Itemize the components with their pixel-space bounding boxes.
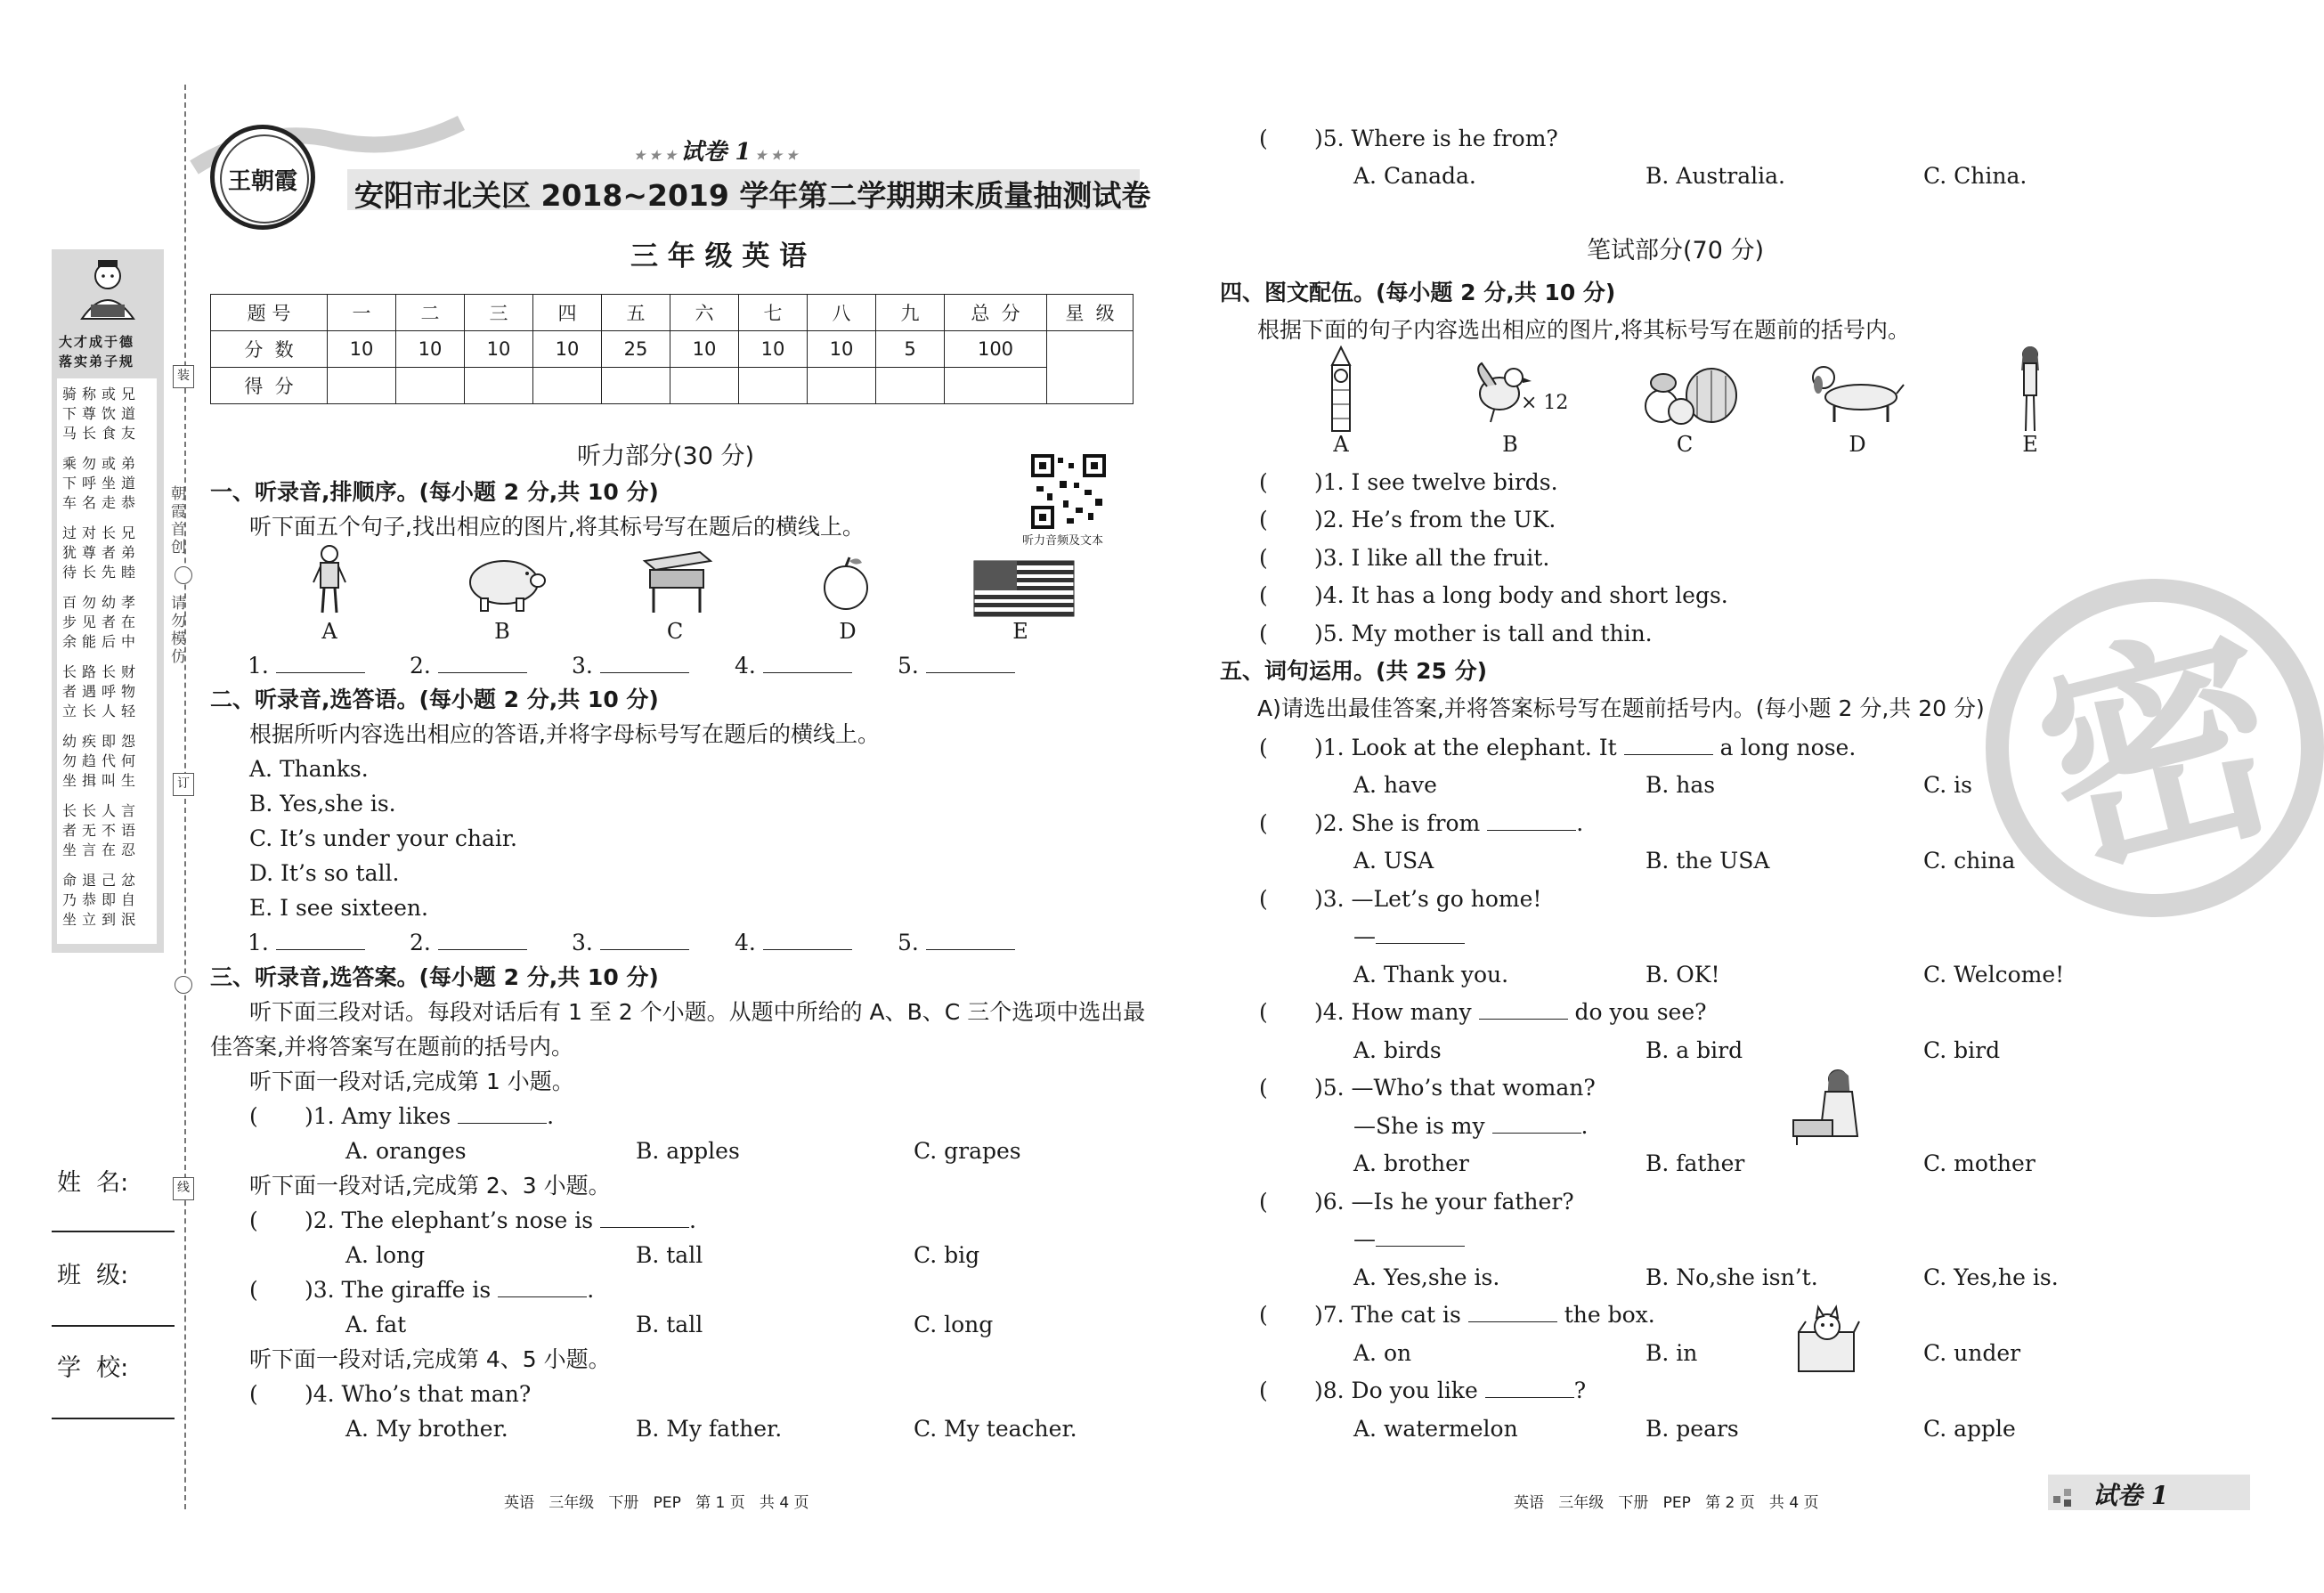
part5-q1-opt-b: B. has bbox=[1645, 772, 1716, 798]
part1-label-c: C bbox=[666, 619, 684, 644]
part5-q8-paren[interactable]: ( bbox=[1259, 1378, 1268, 1403]
part1-instruction: 听下面五个句子,找出相应的图片,将其标号写在题后的横线上。 bbox=[249, 514, 865, 540]
part5-q6-reply: — bbox=[1353, 1225, 1465, 1254]
col-stars: 星 级 bbox=[1047, 295, 1134, 331]
desk-icon bbox=[641, 549, 712, 618]
part4-q4-paren[interactable]: ( bbox=[1259, 582, 1268, 608]
part5-q4-opt-a: A. birds bbox=[1353, 1037, 1442, 1063]
part4-q5-paren[interactable]: ( bbox=[1259, 621, 1268, 646]
motto-text: 长路长财 bbox=[62, 663, 142, 680]
part3-q2-opt-a: A. long bbox=[345, 1242, 426, 1268]
seal-mark-3: 线 bbox=[173, 1177, 194, 1200]
part3-q5-paren[interactable]: ( bbox=[1259, 126, 1268, 151]
part5-q8-stem: )8. Do you like ? bbox=[1314, 1378, 1587, 1403]
watermark-glyph: 密 bbox=[2015, 595, 2305, 912]
motto-text: 百勿幼孝 bbox=[62, 594, 142, 611]
part4-label-a: A bbox=[1333, 432, 1349, 457]
part4-label-b: B bbox=[1502, 432, 1518, 457]
pig-icon bbox=[463, 554, 548, 616]
part3-instruction-2: 佳答案,并将答案写在题前的括号内。 bbox=[210, 1034, 573, 1060]
apple-icon bbox=[817, 554, 874, 614]
part4-q2: )2. He’s from the UK. bbox=[1314, 507, 1556, 532]
motto-text: 者遇呼物 bbox=[62, 683, 142, 700]
part4-q2-paren[interactable]: ( bbox=[1259, 507, 1268, 532]
name-field[interactable] bbox=[52, 1231, 175, 1232]
col-2: 二 bbox=[396, 295, 465, 331]
qr-code[interactable] bbox=[1031, 454, 1106, 532]
motto-text: 乘勿或弟 bbox=[62, 455, 142, 472]
part2-option-c: C. It’s under your chair. bbox=[249, 825, 518, 851]
earned-total[interactable] bbox=[945, 368, 1047, 404]
part5-q3-opt-b: B. OK! bbox=[1645, 962, 1720, 987]
motto-text: 坐立到泯 bbox=[62, 911, 142, 928]
motto-text: 坐揖叫生 bbox=[62, 772, 142, 789]
points-1: 10 bbox=[328, 331, 396, 368]
col-8: 八 bbox=[808, 295, 876, 331]
class-label: 班 级: bbox=[57, 1262, 129, 1289]
motto-text: 命退己忿 bbox=[62, 872, 142, 889]
motto-text: 马长食友 bbox=[62, 425, 142, 442]
points-total: 100 bbox=[945, 331, 1047, 368]
motto-text: 下呼坐道 bbox=[62, 475, 142, 492]
part4-q1: )1. I see twelve birds. bbox=[1314, 469, 1558, 495]
motto-text: 者无不语 bbox=[62, 822, 142, 839]
part5-q6-paren[interactable]: ( bbox=[1259, 1189, 1268, 1215]
part3-q3-opt-c: C. long bbox=[914, 1312, 994, 1337]
col-6: 六 bbox=[670, 295, 739, 331]
part5-q2-opt-b: B. the USA bbox=[1645, 848, 1770, 874]
part5-q5-opt-b: B. father bbox=[1645, 1150, 1745, 1176]
part5-q2-stem: )2. She is from . bbox=[1314, 810, 1584, 836]
part5-q3-paren[interactable]: ( bbox=[1259, 886, 1268, 912]
part5-q4-opt-c: C. bird bbox=[1923, 1037, 2001, 1063]
part2-instruction: 根据所听内容选出相应的答语,并将字母标号写在题后的横线上。 bbox=[249, 721, 880, 747]
part3-q3-paren[interactable]: ( bbox=[249, 1277, 258, 1303]
part1-blank-1[interactable]: 1. bbox=[248, 652, 365, 680]
usa-flag-icon bbox=[974, 561, 1074, 620]
points-7: 10 bbox=[739, 331, 808, 368]
dog-icon bbox=[1808, 354, 1906, 429]
name-label: 姓 名: bbox=[57, 1169, 129, 1197]
earned-6[interactable] bbox=[670, 368, 739, 404]
part3-q4-opt-c: C. My teacher. bbox=[914, 1416, 1077, 1442]
part2-option-d: D. It’s so tall. bbox=[249, 860, 400, 886]
part1-blank-5[interactable]: 5. bbox=[898, 652, 1015, 680]
part5-title: 五、词句运用。(共 25 分) bbox=[1220, 658, 1488, 684]
logo-text: 王朝霞 bbox=[227, 168, 297, 195]
col-9: 九 bbox=[876, 295, 945, 331]
part4-label-d: D bbox=[1849, 432, 1866, 457]
points-2: 10 bbox=[396, 331, 465, 368]
school-field[interactable] bbox=[52, 1418, 175, 1419]
col-total: 总 分 bbox=[945, 295, 1047, 331]
part3-q4-opt-b: B. My father. bbox=[636, 1416, 783, 1442]
seal-mark-2: 订 bbox=[173, 773, 194, 796]
part5-q3-opt-c: C. Welcome! bbox=[1923, 962, 2065, 987]
part3-q1-paren[interactable]: ( bbox=[249, 1103, 258, 1129]
part2-title: 二、听录音,选答语。(每小题 2 分,共 10 分) bbox=[210, 687, 659, 712]
part3-q3-opt-a: A. fat bbox=[345, 1312, 407, 1337]
part5-q1-paren[interactable]: ( bbox=[1259, 735, 1268, 760]
school-label: 学 校: bbox=[57, 1354, 129, 1382]
part5-q3-stem: )3. —Let’s go home! bbox=[1314, 886, 1542, 912]
part2-blank-1[interactable]: 1. bbox=[248, 929, 365, 957]
logo-seal bbox=[210, 125, 315, 230]
footer-left: 英语 三年级 下册 PEP 第 1 页 共 4 页 bbox=[504, 1494, 809, 1512]
part5-q4-opt-b: B. a bird bbox=[1645, 1037, 1743, 1063]
part3-q2-opt-b: B. tall bbox=[636, 1242, 703, 1268]
motto-text: 步见者在 bbox=[62, 614, 142, 630]
seal-mark-1: 装 bbox=[173, 365, 194, 388]
part5-q2-paren[interactable]: ( bbox=[1259, 810, 1268, 836]
part5-q8-opt-b: B. pears bbox=[1645, 1416, 1739, 1442]
footer-tag-squares bbox=[2053, 1482, 2084, 1510]
bird-count: × 12 bbox=[1521, 392, 1569, 414]
part2-option-a: A. Thanks. bbox=[249, 756, 369, 782]
earned-9[interactable] bbox=[876, 368, 945, 404]
part3-q5-stem: )5. Where is he from? bbox=[1314, 126, 1558, 151]
vertical-note-2: 请勿模仿 bbox=[167, 595, 185, 666]
part5-q6-opt-b: B. No,she isn’t. bbox=[1645, 1264, 1818, 1290]
earned-2[interactable] bbox=[396, 368, 465, 404]
part4-label-e: E bbox=[2022, 432, 2038, 457]
part5-q8-opt-c: C. apple bbox=[1923, 1416, 2016, 1442]
boy-icon bbox=[310, 543, 349, 618]
motto-text: 幼疾即怨 bbox=[62, 733, 142, 750]
part3-q4-paren[interactable]: ( bbox=[249, 1381, 258, 1407]
big-ben-icon bbox=[1323, 345, 1359, 436]
part5-q5-reply: —She is my . bbox=[1353, 1113, 1589, 1139]
part2-blank-5[interactable]: 5. bbox=[898, 929, 1015, 957]
part5-q6-opt-a: A. Yes,she is. bbox=[1353, 1264, 1500, 1290]
part5-q7-paren[interactable]: ( bbox=[1259, 1302, 1268, 1328]
col-4: 四 bbox=[533, 295, 602, 331]
part1-blank-2[interactable]: 2. bbox=[410, 652, 527, 680]
part3-q1-opt-c: C. grapes bbox=[914, 1138, 1021, 1164]
points-8: 10 bbox=[808, 331, 876, 368]
motto-text: 长长人言 bbox=[62, 802, 142, 819]
part1-blank-4[interactable]: 4. bbox=[735, 652, 852, 680]
writing-title: 笔试部分(70 分) bbox=[1587, 237, 1765, 264]
part5-q5-stem: )5. —Who’s that woman? bbox=[1314, 1075, 1596, 1101]
part3-q5-opt-b: B. Australia. bbox=[1645, 163, 1785, 189]
part5-q7-opt-c: C. under bbox=[1923, 1340, 2021, 1366]
part3-q1-opt-a: A. oranges bbox=[345, 1138, 467, 1164]
part1-label-b: B bbox=[494, 619, 510, 644]
confidential-watermark bbox=[1986, 579, 2324, 917]
woman-cooking-icon bbox=[1790, 1065, 1870, 1150]
stars-cell[interactable] bbox=[1047, 331, 1134, 404]
part3-q3-stem: )3. The giraffe is . bbox=[305, 1277, 595, 1303]
part3-q2-opt-c: C. big bbox=[914, 1242, 980, 1268]
part3-q2-paren[interactable]: ( bbox=[249, 1207, 258, 1233]
earned-1[interactable] bbox=[328, 368, 396, 404]
points-9: 5 bbox=[876, 331, 945, 368]
earned-8[interactable] bbox=[808, 368, 876, 404]
row-label-number: 题 号 bbox=[211, 295, 328, 331]
row-label-points: 分 数 bbox=[211, 331, 328, 368]
part5-q1-opt-a: A. have bbox=[1353, 772, 1437, 798]
vertical-note-1: 朝霞首创 bbox=[167, 485, 185, 557]
motto-text: 犹尊者弟 bbox=[62, 544, 142, 561]
part3-q1-stem: )1. Amy likes . bbox=[305, 1103, 555, 1129]
part1-title: 一、听录音,排顺序。(每小题 2 分,共 10 分) bbox=[210, 479, 659, 505]
part2-blank-2[interactable]: 2. bbox=[410, 929, 527, 957]
motto-text: 下尊饮道 bbox=[62, 405, 142, 422]
part4-q1-paren[interactable]: ( bbox=[1259, 469, 1268, 495]
score-row-points bbox=[211, 331, 1134, 368]
fruit-icon bbox=[1638, 363, 1738, 431]
points-5: 25 bbox=[602, 331, 670, 368]
part5-sub-a: A)请选出最佳答案,并将答案标号写在题前括号内。(每小题 2 分,共 20 分) bbox=[1257, 695, 1985, 721]
part5-q4-paren[interactable]: ( bbox=[1259, 999, 1268, 1025]
points-4: 10 bbox=[533, 331, 602, 368]
part5-q3-reply: — bbox=[1353, 922, 1465, 951]
part4-instruction: 根据下面的句子内容选出相应的图片,将其标号写在题前的括号内。 bbox=[1257, 317, 1910, 343]
part5-q3-opt-a: A. Thank you. bbox=[1353, 962, 1509, 987]
part5-q7-stem: )7. The cat is the box. bbox=[1314, 1302, 1655, 1328]
points-3: 10 bbox=[465, 331, 533, 368]
part3-dialog-3: 听下面一段对话,完成第 4、5 小题。 bbox=[249, 1346, 611, 1372]
part3-q4-stem: )4. Who’s that man? bbox=[305, 1381, 532, 1407]
qr-caption: 听力音频及文本 bbox=[1022, 534, 1104, 548]
part1-label-e: E bbox=[1012, 619, 1028, 644]
part4-title: 四、图文配伍。(每小题 2 分,共 10 分) bbox=[1220, 280, 1616, 305]
earned-7[interactable] bbox=[739, 368, 808, 404]
part5-q1-opt-c: C. is bbox=[1923, 772, 1972, 798]
sidebar-dashed-line bbox=[184, 85, 186, 1509]
footer-right: 英语 三年级 下册 PEP 第 2 页 共 4 页 bbox=[1514, 1494, 1819, 1512]
col-7: 七 bbox=[739, 295, 808, 331]
part4-q3: )3. I like all the fruit. bbox=[1314, 545, 1550, 571]
motto-text: 车名走恭 bbox=[62, 494, 142, 511]
col-1: 一 bbox=[328, 295, 396, 331]
part3-dialog-1: 听下面一段对话,完成第 1 小题。 bbox=[249, 1069, 574, 1094]
exam-subtitle: 三 年 级 英 语 bbox=[630, 240, 808, 272]
part2-option-b: B. Yes,she is. bbox=[249, 791, 396, 817]
motto-text: 骑称或兄 bbox=[62, 386, 142, 402]
part5-q5-opt-a: A. brother bbox=[1353, 1150, 1469, 1176]
score-table bbox=[210, 294, 1134, 404]
footer-tag: 试卷 1 bbox=[2092, 1481, 2169, 1510]
part4-label-c: C bbox=[1676, 432, 1694, 457]
tall-woman-icon bbox=[2014, 344, 2046, 436]
part5-q4-stem: )4. How many do you see? bbox=[1314, 999, 1707, 1025]
part3-title: 三、听录音,选答案。(每小题 2 分,共 10 分) bbox=[210, 964, 659, 990]
col-3: 三 bbox=[465, 295, 533, 331]
col-5: 五 bbox=[602, 295, 670, 331]
part2-blank-3[interactable]: 3. bbox=[572, 929, 689, 957]
part5-q8-opt-a: A. watermelon bbox=[1353, 1416, 1518, 1442]
earned-4[interactable] bbox=[533, 368, 602, 404]
part3-q1-opt-b: B. apples bbox=[636, 1138, 740, 1164]
class-field[interactable] bbox=[52, 1325, 175, 1327]
part4-q5: )5. My mother is tall and thin. bbox=[1314, 621, 1653, 646]
points-6: 10 bbox=[670, 331, 739, 368]
motto-text: 乃恭即自 bbox=[62, 891, 142, 908]
earned-3[interactable] bbox=[465, 368, 533, 404]
part2-blank-4[interactable]: 4. bbox=[735, 929, 852, 957]
binding-hole-2 bbox=[175, 976, 192, 994]
motto-line-1: 大才成于德 bbox=[59, 334, 135, 350]
part3-q4-opt-a: A. My brother. bbox=[345, 1416, 508, 1442]
part4-q4: )4. It has a long body and short legs. bbox=[1314, 582, 1728, 608]
part5-q5-opt-c: C. mother bbox=[1923, 1150, 2036, 1176]
score-row-header bbox=[211, 295, 1134, 331]
motto-text: 立长人轻 bbox=[62, 703, 142, 719]
part3-q5-opt-c: C. China. bbox=[1923, 163, 2027, 189]
earned-5[interactable] bbox=[602, 368, 670, 404]
part5-q6-opt-c: C. Yes,he is. bbox=[1923, 1264, 2059, 1290]
paper-tag: ★ ★ ★ 试卷 1 ★ ★ ★ bbox=[634, 139, 798, 166]
part2-option-e: E. I see sixteen. bbox=[249, 895, 428, 921]
part5-q1-stem: )1. Look at the elephant. It a long nose. bbox=[1314, 735, 1857, 760]
binding-hole-1 bbox=[175, 566, 192, 584]
part1-label-d: D bbox=[839, 619, 857, 644]
row-label-earned: 得 分 bbox=[211, 368, 328, 404]
motto-text: 待长先睦 bbox=[62, 564, 142, 581]
motto-line-2: 落实弟子规 bbox=[59, 354, 135, 370]
part3-instruction-1: 听下面三段对话。每段对话后有 1 至 2 个小题。从题中所给的 A、B、C 三个选项中选出最 bbox=[249, 999, 1146, 1025]
part3-dialog-2: 听下面一段对话,完成第 2、3 小题。 bbox=[249, 1173, 611, 1199]
motto-text: 勿趋代何 bbox=[62, 752, 142, 769]
part3-q5-opt-a: A. Canada. bbox=[1353, 163, 1476, 189]
exam-title: 安阳市北关区 2018~2019 学年第二学期期末质量抽测试卷 bbox=[354, 178, 1151, 213]
cat-in-box-icon bbox=[1795, 1305, 1863, 1377]
part5-q7-opt-a: A. on bbox=[1353, 1340, 1412, 1366]
part5-q6-stem: )6. —Is he your father? bbox=[1314, 1189, 1574, 1215]
motto-text: 余能后中 bbox=[62, 633, 142, 650]
part5-q7-opt-b: B. in bbox=[1645, 1340, 1698, 1366]
motto-text: 过对长兄 bbox=[62, 524, 142, 541]
part1-label-a: A bbox=[321, 619, 337, 644]
part1-blank-3[interactable]: 3. bbox=[572, 652, 689, 680]
part3-q2-stem: )2. The elephant’s nose is . bbox=[305, 1207, 696, 1233]
listening-title: 听力部分(30 分) bbox=[577, 443, 755, 470]
scholar-figure bbox=[71, 256, 144, 331]
score-row-earned bbox=[211, 368, 1134, 404]
motto-text: 坐言在忍 bbox=[62, 841, 142, 858]
part5-q2-opt-a: A. USA bbox=[1353, 848, 1434, 874]
paper-tag-text: 试卷 1 bbox=[680, 139, 752, 166]
part5-q2-opt-c: C. china bbox=[1923, 848, 2016, 874]
part5-q5-paren[interactable]: ( bbox=[1259, 1075, 1268, 1101]
part3-q3-opt-b: B. tall bbox=[636, 1312, 703, 1337]
part4-q3-paren[interactable]: ( bbox=[1259, 545, 1268, 571]
